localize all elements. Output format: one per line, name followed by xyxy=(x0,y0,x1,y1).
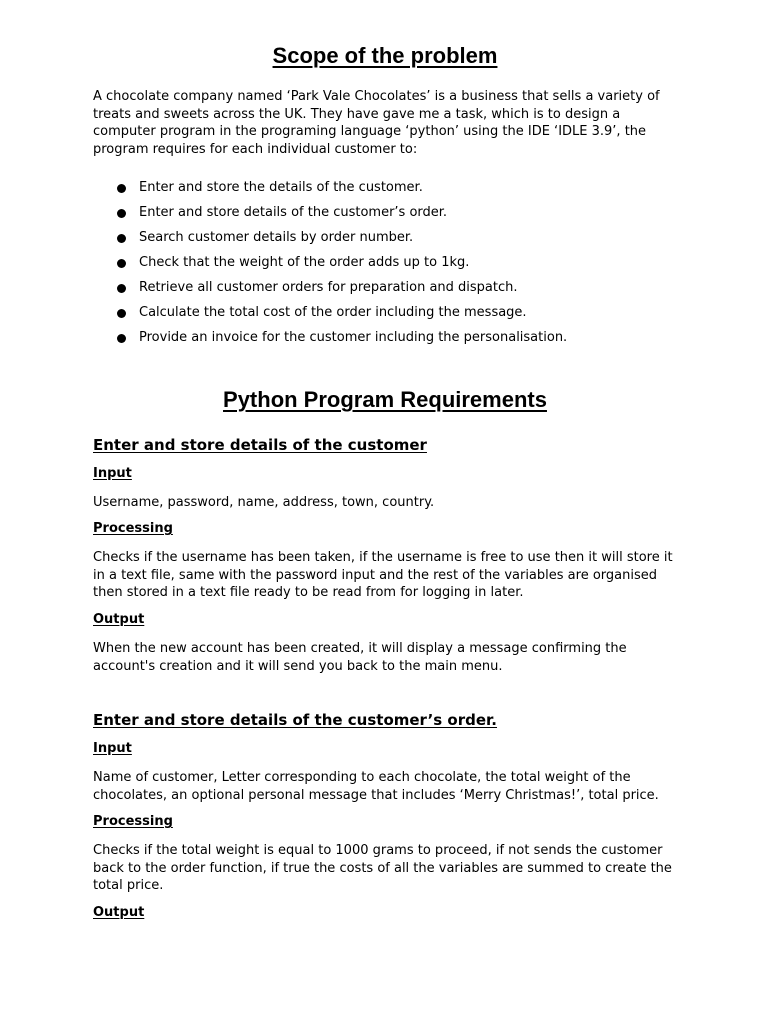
input-label: Input xyxy=(93,466,132,481)
input-label: Input xyxy=(93,741,132,756)
bullet-icon xyxy=(117,309,126,318)
list-item: Calculate the total cost of the order including the message. xyxy=(93,303,677,328)
page-title: Scope of the problem xyxy=(272,43,498,68)
requirements-title: Python Program Requirements xyxy=(223,387,547,412)
bullet-icon xyxy=(117,259,126,268)
list-item: Search customer details by order number. xyxy=(93,228,677,253)
input-text: Username, password, name, address, town, country. xyxy=(93,495,435,510)
processing-label: Processing xyxy=(93,814,173,829)
bullet-icon xyxy=(117,234,126,243)
processing-label: Processing xyxy=(93,521,173,536)
bullet-icon xyxy=(117,284,126,293)
section-heading-customer-details: Enter and store details of the customer xyxy=(93,436,427,454)
output-text: When the new account has been created, it will display a message confirming the account's creation and it will send you back to the main menu. xyxy=(93,641,627,674)
requirements-bullet-list xyxy=(93,178,677,353)
input-text: Name of customer, Letter corresponding to each chocolate, the total weight of the chocolates, an optional personal message that includes ‘Merry Christmas!’, total price. xyxy=(93,770,659,803)
bullet-icon xyxy=(117,184,126,193)
list-item: Check that the weight of the order adds up to 1kg. xyxy=(93,253,677,278)
bullet-icon xyxy=(117,334,126,343)
output-label: Output xyxy=(93,905,145,920)
list-item: Enter and store details of the customer’s order. xyxy=(93,203,677,228)
bullet-icon xyxy=(117,209,126,218)
list-item: Retrieve all customer orders for preparation and dispatch. xyxy=(93,278,677,303)
output-label: Output xyxy=(93,612,145,627)
processing-text: Checks if the username has been taken, if the username is free to use then it will store it in a text file, same with the password input and the rest of the variables are organised then stored in a text file ready to be read from for logging in later. xyxy=(93,550,673,600)
processing-text: Checks if the total weight is equal to 1000 grams to proceed, if not sends the customer back to the order function, if true the costs of all the variables are summed to create the total price. xyxy=(93,843,672,893)
list-item: Enter and store the details of the customer. xyxy=(93,178,677,203)
list-item: Provide an invoice for the customer including the personalisation. xyxy=(93,328,677,353)
intro-paragraph: A chocolate company named ‘Park Vale Chocolates’ is a business that sells a variety of treats and sweets across the UK. They have gave me a task, which is to design a computer program in the programing language ‘python’ using the IDE ‘IDLE 3.9’, the program requires for each individual customer to: xyxy=(93,89,660,157)
section-heading-customer-order: Enter and store details of the customer’s order. xyxy=(93,711,498,729)
